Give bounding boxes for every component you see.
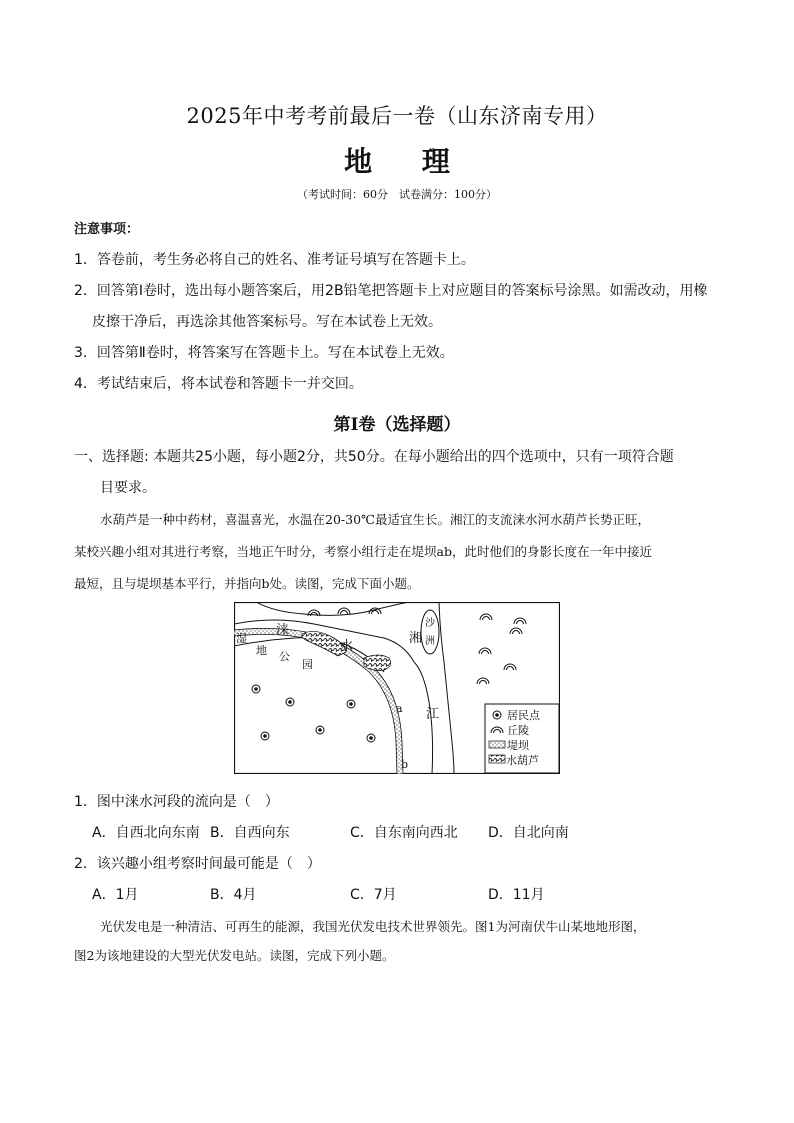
question-2-option-a[interactable]: A．1月 xyxy=(92,887,139,903)
question-1-option-a[interactable]: A．自西北向东南 xyxy=(92,825,200,841)
label-wetland-1: 湿 xyxy=(236,632,247,645)
notice-item-2-cont: 皮擦干净后，再选涂其他答案标号。写在本试卷上无效。 xyxy=(92,314,442,330)
label-sandbar-1: 沙 xyxy=(425,618,435,629)
question-1-option-b[interactable]: B．自西向东 xyxy=(210,825,290,841)
label-sandbar-2: 洲 xyxy=(425,636,435,647)
label-xiang: 湘 xyxy=(409,631,423,646)
notice-item-3: 3．回答第Ⅱ卷时，将答案写在答题卡上。写在本试卷上无效。 xyxy=(74,345,454,361)
legend-dam-label: 堤坝 xyxy=(507,739,529,752)
part1-title: 第Ⅰ卷（选择题） xyxy=(333,415,461,435)
label-wetland-2: 地 xyxy=(256,644,267,657)
question-1-stem: 1．图中涞水河段的流向是（ ） xyxy=(74,794,279,810)
passage2-line-1: 光伏发电是一种清洁、可再生的能源，我国光伏发电技术世界领先。图1为河南伏牛山某地地形图， xyxy=(100,919,646,934)
river-map-figure xyxy=(234,602,560,774)
question-1-option-c[interactable]: C．自东南向西北 xyxy=(350,825,458,841)
section-intro-cont: 目要求。 xyxy=(100,480,156,496)
passage2-line-2: 图2为该地建设的大型光伏发电站。读图，完成下列小题。 xyxy=(74,948,395,963)
exam-info: （考试时间：60分 试卷满分：100分） xyxy=(297,188,497,201)
question-2-stem: 2．该兴趣小组考察时间最可能是（ ） xyxy=(74,856,321,872)
notice-heading: 注意事项： xyxy=(74,222,140,237)
label-lai: 涞 xyxy=(276,623,290,638)
map-legend xyxy=(485,704,559,773)
notice-item-4: 4．考试结束后，将本试卷和答题卡一并交回。 xyxy=(74,376,363,392)
question-2-option-c[interactable]: C．7月 xyxy=(350,887,397,903)
question-2-option-d[interactable]: D．11月 xyxy=(488,887,545,903)
label-wetland-4: 园 xyxy=(302,658,313,671)
passage1-line-2: 某校兴趣小组对其进行考察，当地正午时分，考察小组行走在堤坝ab，此时他们的身影长度在一年中接近 xyxy=(74,544,652,559)
label-wetland-3: 公 xyxy=(279,650,290,663)
question-2-option-b[interactable]: B．4月 xyxy=(210,887,257,903)
passage1-line-1: 水葫芦是一种中药材，喜温喜光，水温在20-30℃最适宜生长。湘江的支流涞水河水葫芦长势正旺， xyxy=(100,512,651,527)
page-title: 2025年中考考前最后一卷（山东济南专用） xyxy=(186,104,608,128)
water-hyacinth-patch-2 xyxy=(364,655,391,671)
section-intro: 一、选择题: 本题共25小题，每小题2分，共50分。在每小题给出的四个选项中，只有一项符合题 xyxy=(74,449,674,465)
legend-hyacinth-label: 水葫芦 xyxy=(506,754,539,767)
notice-item-1: 1．答卷前，考生务必将自己的姓名、准考证号填写在答题卡上。 xyxy=(74,252,475,268)
label-point-b: b xyxy=(401,758,409,771)
notice-item-2: 2．回答第Ⅰ卷时，选出每小题答案后，用2B铅笔把答题卡上对应题目的答案标号涂黑。如需改动，用橡 xyxy=(74,283,708,299)
question-1-option-d[interactable]: D．自北向南 xyxy=(488,825,569,841)
passage1-line-3: 最短，且与堤坝基本平行，并指向b处。读图，完成下面小题。 xyxy=(74,576,420,591)
legend-hyacinth-icon xyxy=(489,755,505,763)
legend-hills-label: 丘陵 xyxy=(507,724,529,737)
legend-dam-icon xyxy=(489,741,505,748)
label-shui: 水 xyxy=(340,639,354,654)
subject-title: 地 理 xyxy=(344,145,470,178)
sandbar xyxy=(421,610,439,654)
label-jiang: 江 xyxy=(426,707,440,722)
legend-residential-label: 居民点 xyxy=(507,709,540,722)
label-point-a: a xyxy=(396,702,403,715)
